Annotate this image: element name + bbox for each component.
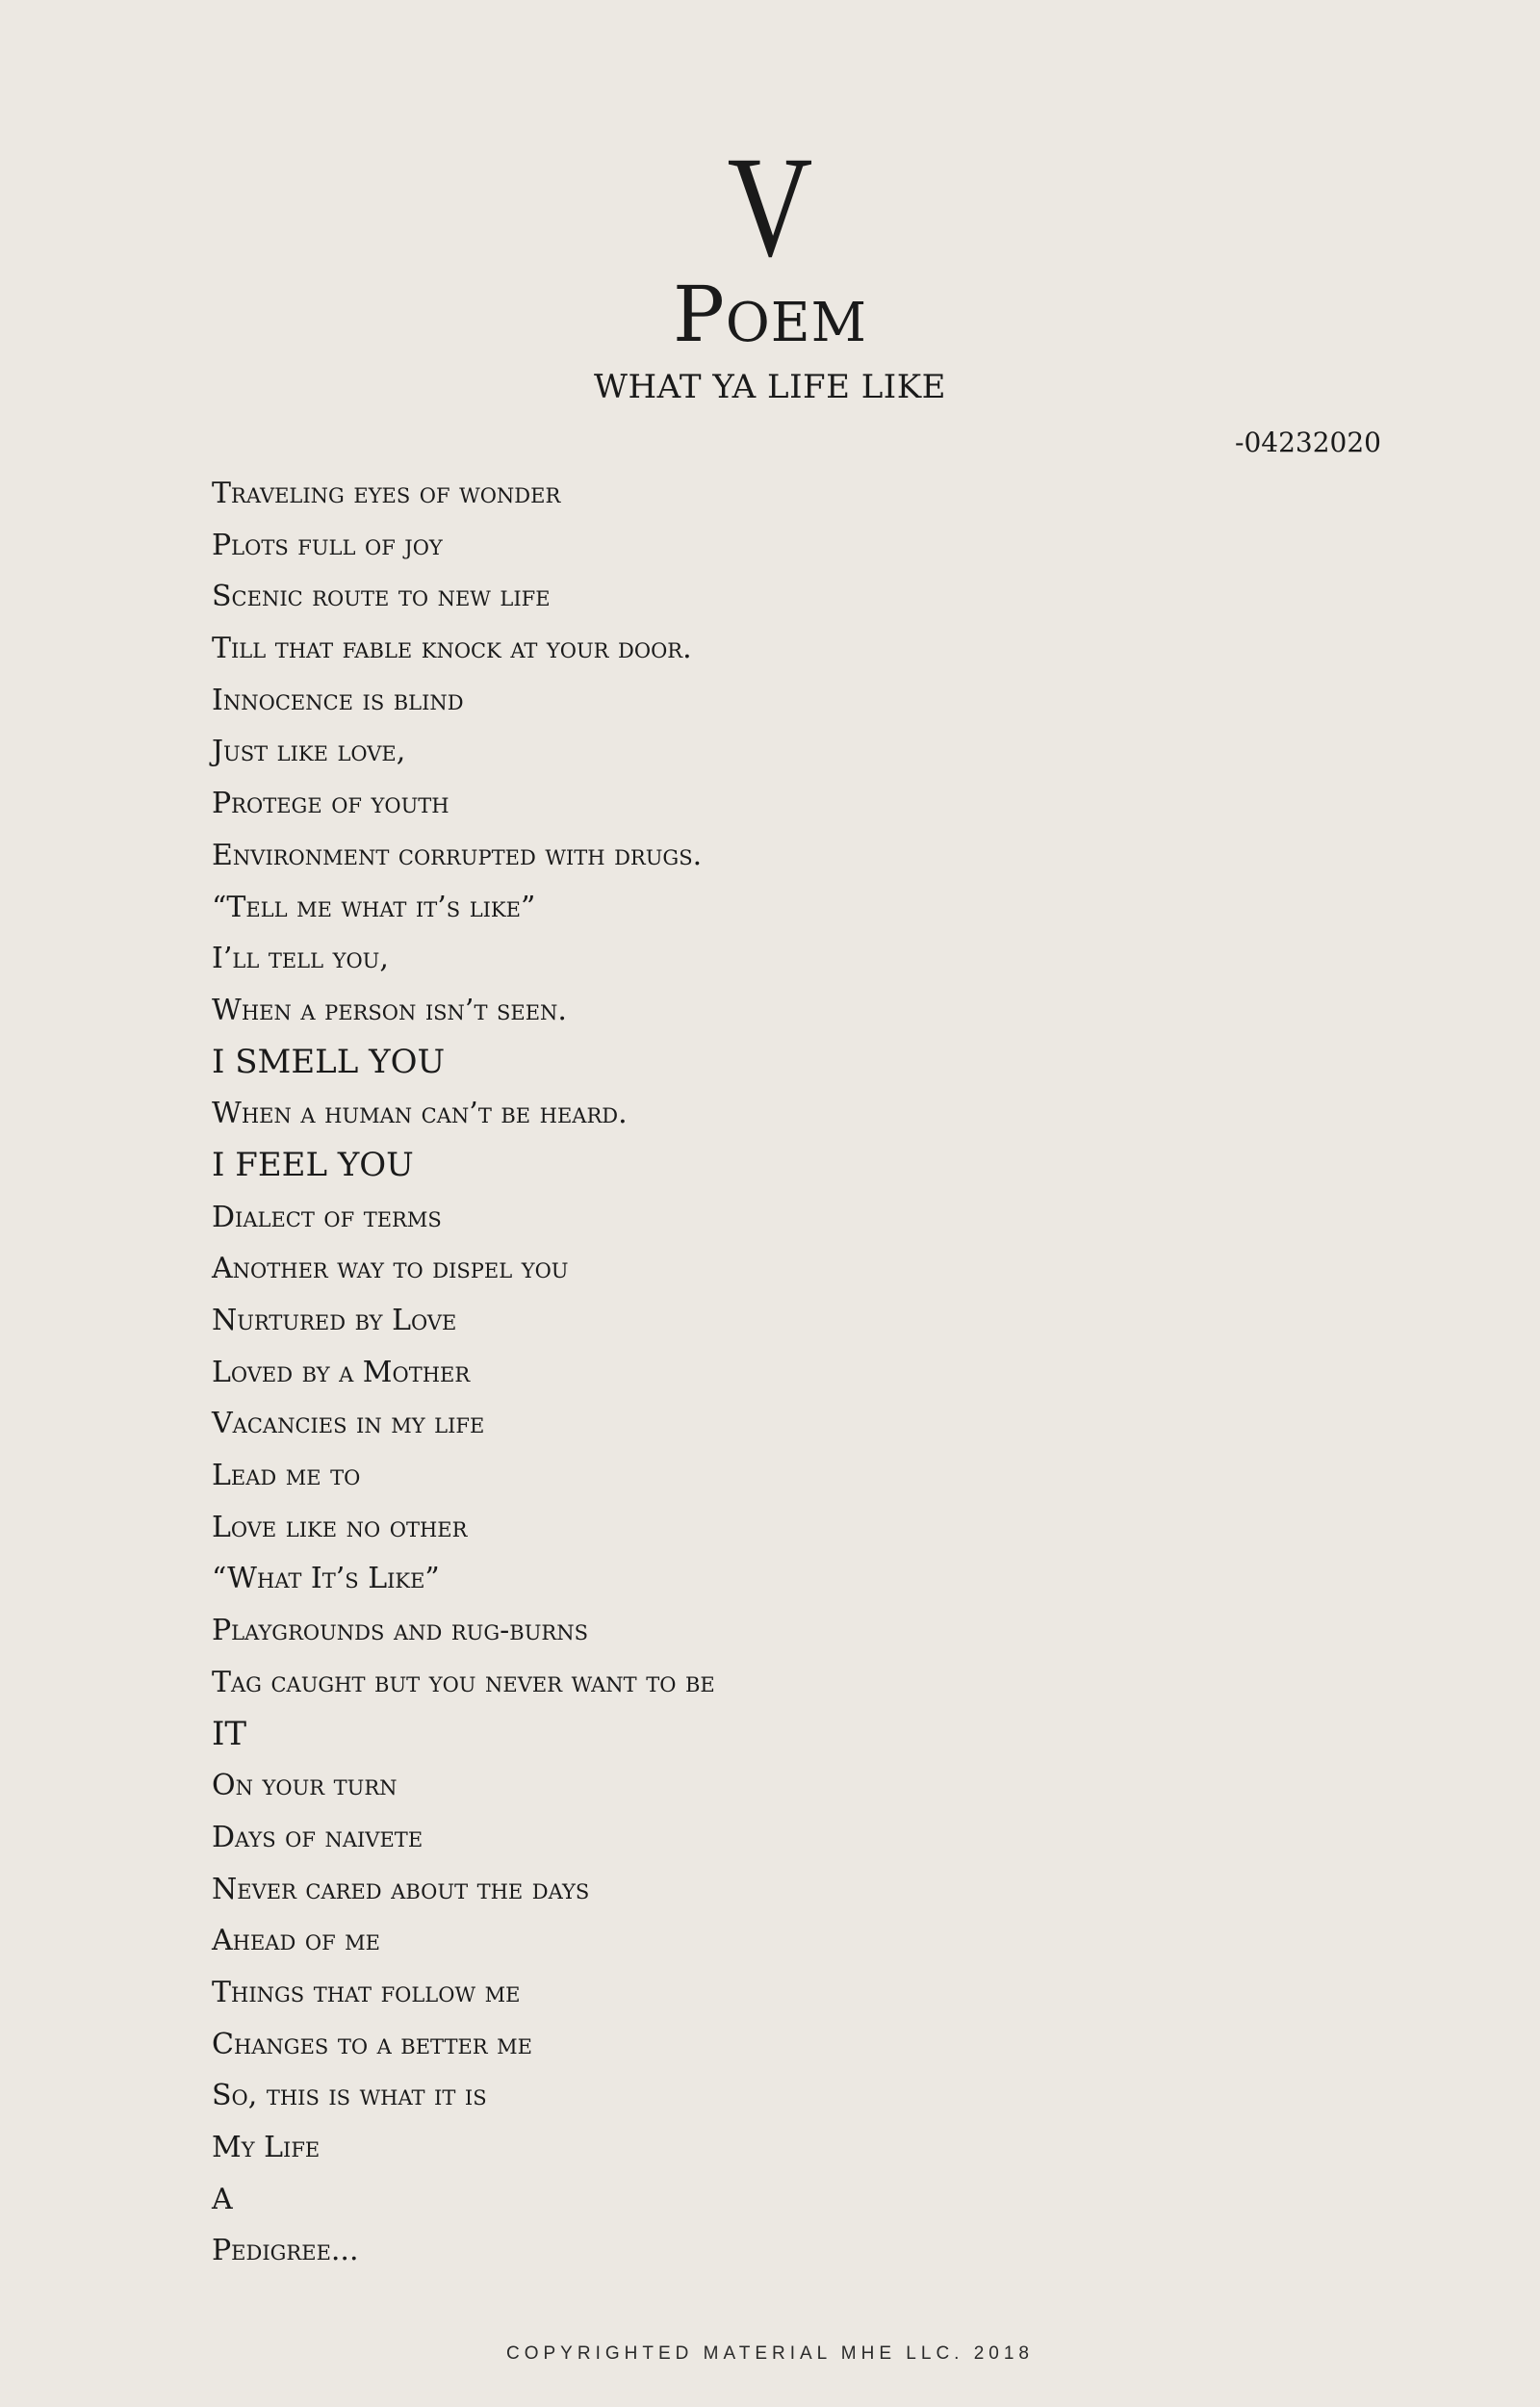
poem-line: Things that follow me [212, 1975, 521, 2009]
poem-line: Dialect of terms [212, 1200, 442, 1234]
poem-line: Another way to dispel you [212, 1252, 569, 1286]
copyright-footer: COPYRIGHTED MATERIAL MHE LLC. 2018 [506, 2343, 1034, 2364]
poem-line: I FEEL YOU [212, 1145, 414, 1184]
poem-line: Protege of youth [212, 787, 449, 821]
poem-line: Innocence is blind [212, 683, 464, 717]
poem-line: When a person isn’t seen. [212, 993, 567, 1027]
poem-date: -04232020 [1235, 427, 1381, 458]
poem-line: On your turn [212, 1769, 398, 1803]
poem-line: Ahead of me [212, 1924, 381, 1958]
poem-line: A [212, 2182, 233, 2216]
poem-line: Never cared about the days [212, 1872, 590, 1906]
poem-body [212, 468, 1367, 2277]
poem-line: Environment corrupted with drugs. [212, 838, 703, 872]
chapter-numeral: V [727, 127, 813, 287]
poem-subtitle: WHAT YA LIFE LIKE [594, 368, 946, 406]
poem-line: Plots full of joy [212, 528, 443, 562]
poem-line: When a human can’t be heard. [212, 1097, 628, 1131]
poem-line: “What It’s Like” [212, 1562, 440, 1596]
poem-line: Loved by a Mother [212, 1355, 471, 1389]
poem-line: IT [212, 1714, 247, 1753]
poem-line: I SMELL YOU [212, 1042, 446, 1081]
poem-line: Lead me to [212, 1459, 361, 1493]
poem-line: Nurtured by Love [212, 1304, 457, 1337]
poem-line: Changes to a better me [212, 2027, 532, 2061]
poem-line: Just like love, [212, 735, 406, 769]
poem-line: So, this is what it is [212, 2079, 487, 2113]
poem-line: Tag caught but you never want to be [212, 1665, 715, 1699]
poem-line: “Tell me what it’s like” [212, 890, 536, 924]
poem-line: My Life [212, 2131, 321, 2164]
poem-line: Till that fable knock at your door. [212, 632, 692, 666]
poem-title: Poem [673, 270, 867, 359]
poem-line: Playgrounds and rug-burns [212, 1614, 588, 1648]
poem-line: Scenic route to new life [212, 580, 551, 614]
poem-line: Days of naivete [212, 1820, 424, 1854]
poem-line: I’ll tell you, [212, 942, 389, 976]
poem-line: Pedigree... [212, 2234, 359, 2268]
poem-line: Traveling eyes of wonder [212, 477, 561, 510]
poem-line: Love like no other [212, 1510, 468, 1544]
poem-line: Vacancies in my life [212, 1407, 485, 1441]
